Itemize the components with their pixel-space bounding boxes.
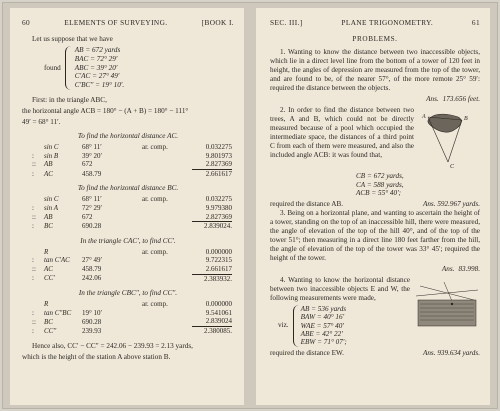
heading-ac: To find the horizontal distance AC. [77,132,179,140]
left-page-number: 60 [22,18,31,27]
problem-4-values [278,305,410,347]
via-rows [301,305,347,347]
via-row: AB = 536 yards [300,304,347,313]
table-row: :: AC 458.79 2.661617 [32,264,232,274]
problem-2-conditions [356,172,480,198]
pool-shape [428,114,461,132]
first-line: First: in the triangle ABC, [32,96,107,104]
condition: ACB = 55° 40′; [356,189,402,198]
given-row: AB = 672 yards [74,46,121,55]
answer-4: required the distance EW. Ans. 939.634 yards. [270,348,480,357]
table-row: sin C 68° 11′ ar. comp. 0.032275 [44,195,232,204]
hence-line-2: which is the height of the station A above station B. [22,352,171,361]
table-ac [32,143,232,178]
label-b: B [464,116,468,122]
given-row: C′BC″ = 19° 10′. [74,81,125,90]
intro-text: Let us suppose that we have [32,35,113,43]
brace [293,305,299,347]
problems-title: PROBLEMS. [352,35,398,43]
heading-cc1: In the triangle CAC′, to find CC′. [80,236,176,245]
triangle-figure [418,108,480,170]
point-marker [451,303,453,305]
heading-cc2: In the triangle CBC″, to find CC″. [78,289,178,298]
answer-1: Ans. 173.656 feet. [426,95,480,103]
label-c: C [450,164,455,170]
right-header [270,18,480,27]
table-row: : tan C′AC 27° 49′ 9.722315 [32,256,232,265]
condition: CB = 672 yards, [356,172,404,180]
table-row: :: AB 672 2.827369 [32,160,232,169]
left-running-title: ELEMENTS OF SURVEYING. [64,18,168,27]
right-page-number: 61 [471,18,480,27]
label-a: A [422,114,426,120]
table-row: : CC′ 242.06 2.383932. [32,274,232,283]
sight-line [420,286,474,300]
given-values [44,46,234,90]
horizontal-angle-line-2: 49′ = 68° 11′. [22,118,61,126]
horizontal-angle-line: the horizontal angle ACB = 180° − (A + B) = 180° − 111° [22,107,189,115]
table-row: : tan C″BC 19° 10′ 9.541061 [32,308,232,317]
table-row: R ar. comp. 0.000000 [44,247,232,256]
table-row: sin C 68° 11′ ar. comp. 0.032275 [44,143,232,151]
hence-line: Hence also, CC′ − CC″ = 242.06 − 239.93 = 2.13 yards, [32,341,193,350]
table-bc [32,195,232,230]
table-row: : sin A 72° 29′ 9.979380 [32,203,232,212]
answer-2: required the distance AB. Ans. 592.967 yards. [270,199,480,208]
table-cc2 [32,300,232,335]
answer-3: Ans. 83.998. [441,264,480,273]
problem-4: 4. Wanting to know the horizontal distance between two inaccessible objects E and W, the following measurements were made, [270,275,410,302]
found-label: found [44,63,61,72]
given-rows [75,46,124,90]
left-page [10,8,244,405]
brace [65,46,72,90]
via-row: BAW = 40° 16′ [300,313,345,322]
table-row: :: BC 690.28 2.839024 [32,317,232,326]
left-book: [BOOK I. [201,18,234,27]
given-row: C′AC = 27° 49′ [74,72,120,81]
table-row: : CC″ 239.93 2.380085. [32,326,232,335]
left-header [22,18,234,27]
table-row: R ar. comp. 0.000000 [44,300,232,309]
right-page [256,8,490,405]
table-cc1 [32,248,232,283]
right-running-title: PLANE TRIGONOMETRY. [341,18,434,27]
heading-bc: To find the horizontal distance BC. [77,184,179,193]
table-row: : sin B 39° 20′ 9.801973 [32,151,232,160]
problem-1: 1. Wanting to know the distance between two inaccessible objects, which lie in a direct level line from the bottom of a tower of 120 feet in height, the angles of depression are measured from the top of the tower, and are found to be, of the nearer 57°, of the more remote 25° 59′: required the distance between the objects. [270,48,480,92]
given-row: BAC = 72° 29′ [74,54,118,63]
problem-2: 2. In order to find the distance between two trees, A and B, which could not be directly measured because of a pool which occupied the intermediate space, the distances of a third point C from each of them were measured, and also the included angle ACB: it was found that, [270,106,414,159]
problem-3: 3. Being on a horizontal plane, and wanting to ascertain the height of a tower, standing on the top of an inaccessible hill, there were measured, the angle of elevation of the top of the hill 40°, and of the top of the tower 51°; then measuring in a direct line 180 feet farther from the hill, the angle of elevation of the top of the tower was 33° 45′; required the height of the tower. [270,208,480,262]
via-label: viz. [278,321,289,330]
table-row: : BC 690.28 2.839024. [32,221,232,231]
right-section: SEC. III.] [270,18,303,27]
table-row: : AC 458.79 2.661617 [32,169,232,178]
via-row: WAE = 57° 40′ [300,321,344,330]
via-row: ABE = 42° 22′ [300,330,343,338]
table-row: :: AB 672 2.827369 [32,212,232,221]
via-row: EBW = 71° 07′; [300,338,347,347]
condition: CA = 588 yards, [356,180,404,189]
given-row: ABC = 39° 20′ [74,63,118,72]
landscape-figure [414,278,480,330]
